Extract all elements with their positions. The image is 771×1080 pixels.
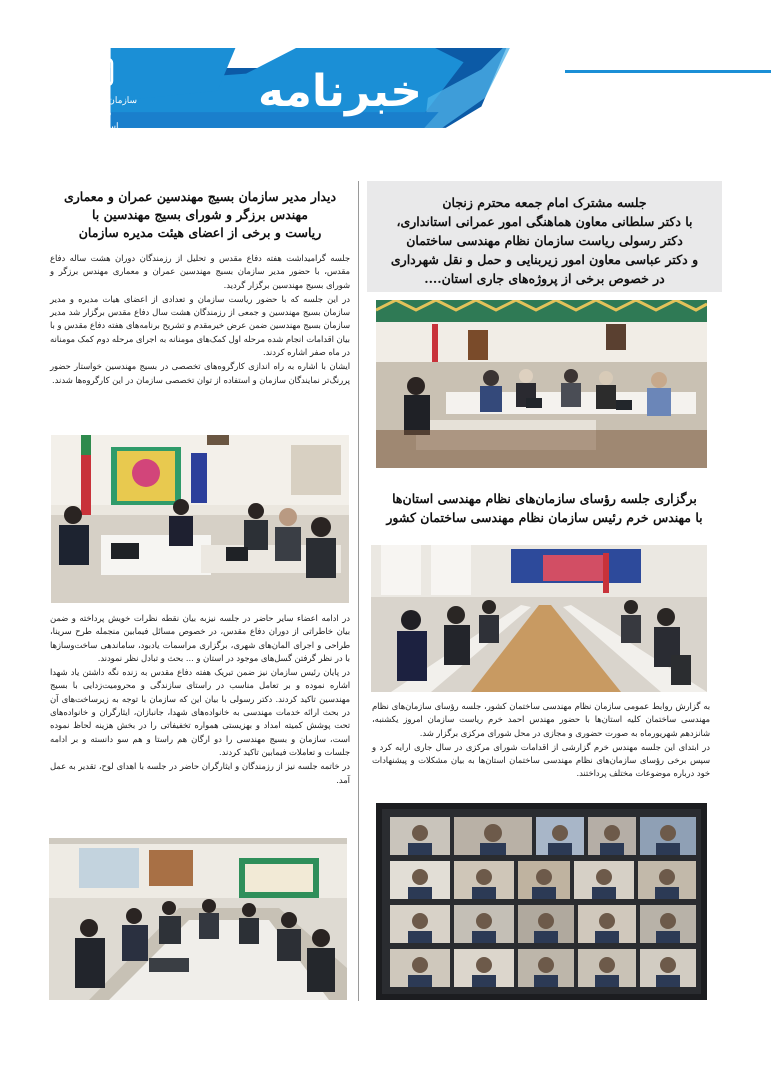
title-line: دکتر رسولی ریاست سازمان نظام مهندسی ساختمان <box>406 233 683 248</box>
article-right-bottom-body <box>372 700 710 782</box>
title-line: برگزاری جلسه رؤسای سازمان‌های نظام مهندسی استان‌ها <box>392 491 697 506</box>
org-name-line-2: استان زنجان <box>71 122 119 132</box>
article-right-top-title <box>367 193 722 288</box>
paragraph: در خاتمه جلسه نیز از رزمندگان و ایثارگران حاضر در جلسه با اهدای لوح، تقدیر به عمل آمد. <box>50 761 350 785</box>
title-line: در خصوص برخی از پروژه‌های جاری استان.... <box>424 271 665 286</box>
paragraph: به گزارش روابط عمومی سازمان نظام مهندسی ساختمان کشور، جلسه رؤسای سازمان‌های نظام مهندسی ساختمان کلیه استان‌ها با حضور مهندس احمد خرم ریاست سازمان امروز یکشنبه، شانزدهم شهریورماه به صورت حضوری و مجازی در محل شورای مرکزی برگزار شد. <box>372 701 710 738</box>
title-line: جلسه مشترک امام جمعه محترم زنجان <box>442 195 647 210</box>
photo-national-meeting-hall <box>371 545 707 692</box>
title-line: مهندس برزگر و شورای بسیج مهندسین با <box>92 207 308 222</box>
paragraph: ایشان با اشاره به راه اندازی کارگروه‌های تخصصی در بسیج مهندسین خواستار حضور پررنگ‌تر نمایندگان سازمان و استفاده از توان تخصصی سازمان در این کارگروه‌ها شدند. <box>50 361 350 385</box>
issue-line: خبرنامه داخلی سازمان نظام مهندسی ساختمان استان زنجان شماره چهارم شهریورماه ۱۳۹۹ <box>128 142 460 166</box>
building-logo-icon <box>76 57 114 87</box>
photo-video-conference-screen <box>376 803 707 1000</box>
photo-boardroom-meeting <box>49 838 347 1000</box>
article-right-bottom-title <box>367 489 722 527</box>
article-left-title <box>50 188 350 242</box>
masthead-title: خبرنامه <box>257 66 422 117</box>
article-left-body-2 <box>50 612 350 788</box>
title-line: و دکتر عباسی معاون امور زیربنایی و حمل و نقل شهرداری <box>390 252 699 267</box>
column-divider <box>358 181 359 1001</box>
title-line: با مهندس خرم رئیس سازمان نظام مهندسی ساختمان کشور <box>386 510 703 525</box>
org-name-line-1: سازمان نظام مهندسی ساختمان <box>52 96 138 119</box>
title-line: دیدار مدیر سازمان بسیج مهندسین عمران و معماری <box>63 189 337 204</box>
paragraph: در ابتدای این جلسه مهندس خرم گزارشی از اقدامات شورای مرکزی در سال جاری ارایه کرد و سپس برخی رؤسای سازمان‌های نظام مهندسی ساختمان استان‌ها به بیان مشکلات و پیشنهادات خود درباره موضوعات مختلف پرداختند. <box>372 741 710 779</box>
title-line: با دکتر سلطانی معاون هماهنگی امور عمرانی استانداری، <box>396 214 693 229</box>
org-logo <box>40 55 150 130</box>
article-left-body-1 <box>50 252 350 388</box>
paragraph: در این جلسه که با حضور ریاست سازمان و تعدادی از اعضای هیات مدیره و مدیر سازمان بسیج مهندسین و جمعی از رزمندگان هشت سال دفاع مقدس برگزار شد مدیر سازمان بسیج مهندسین ضمن عرض خیرمقدم و تشریح برنامه‌های هفته دفاع مقدس و با بیان اقدامات انجام شده مرحله اول کمک‌های مومنانه به اجرای مرحله دوم کمک مومنانه در ماه صفر اشاره کردند. <box>50 293 350 358</box>
paragraph: در پایان رئیس سازمان نیز ضمن تبریک هفته دفاع مقدس به زنده نگه داشتن یاد شهدا اشاره نموده و بر تعامل مناسب در راستای سازندگی و محرومیت‌زدایی با بسیج مهندسین تاکید کردند. دکتر رسولی با بیان این که سازمان با توجه به زیرساخت‌های آن در بحث ارائه خدمات مهندسی به خانواده‌های شهدا، جانبازان، ایثارگران و خانواده‌های تحت پوشش کمیته امداد و بهزیستی همواره تخفیفاتی را در بخش هزینه لحاظ نموده است، سازمان و بسیج مهندسی را دو ارگان هم راستا و هم سو دانسته و بر ادامه جلسات و تعاملات فیمابین تاکید کردند. <box>50 667 350 757</box>
photo-meeting-provincial <box>376 300 707 468</box>
title-line: ریاست و برخی از اعضای هیئت مدیره سازمان <box>78 225 322 240</box>
paragraph: جلسه گرامیداشت هفته دفاع مقدس و تحلیل از رزمندگان دوران هشت ساله دفاع مقدس، با حضور مدیر سازمان بسیج مهندسین عمران و معماری مهندس برزگر و شورای بسیج مهندسین برگزار گردید. <box>50 253 350 290</box>
header-rule <box>565 70 771 73</box>
paragraph: در ادامه اعضاء سایر حاضر در جلسه نیزبه بیان نقطه نظرات خویش پرداخته و ضمن بیان خاطراتی از دوران دفاع مقدس، در خصوص مسائل فیمابین منجمله طرح سرینا، طراحی و اجرای المان‌های شهری، برگزاری مراسمات یادبود، ساماندهی ساخت‌وسازها با در نظر گرفتن گسل‌های موجود در استان و ... بحث و تبادل نظر نمودند. <box>50 613 350 663</box>
photo-basij-meeting <box>51 435 349 603</box>
